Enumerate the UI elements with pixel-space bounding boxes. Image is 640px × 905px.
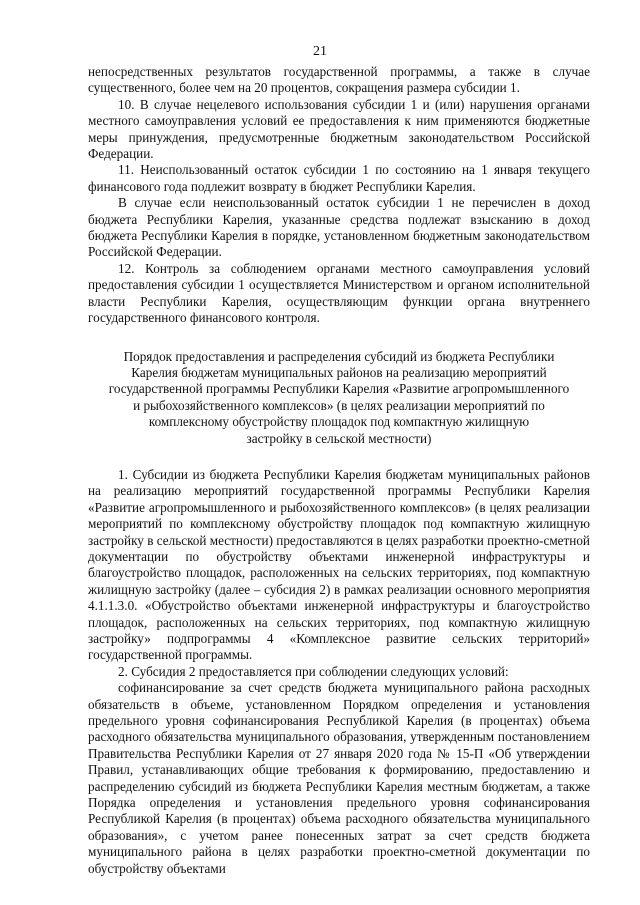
page-number: 21 <box>313 44 327 59</box>
paragraph-item-10: 10. В случае нецелевого использования субсидии 1 и (или) нарушения органами местного самоуправления условий ее предоставления к ним применяются бюджетные меры принуждения, предусмотренные бюджетным законодательством Российской Федерации. <box>88 96 590 162</box>
section-heading-line: государственной программы Республики Карелия «Развитие агропромышленного <box>108 381 570 397</box>
section-heading <box>88 349 590 447</box>
paragraph-item-2: 2. Субсидия 2 предоставляется при соблюдении следующих условий: <box>118 663 509 679</box>
section-heading-line: Порядок предоставления и распределения субсидий из бюджета Республики <box>123 348 555 364</box>
section-heading-line: и рыбохозяйственного комплексов» (в целях реализации мероприятий по <box>133 397 545 413</box>
paragraph-item-12: 12. Контроль за соблюдением органами местного самоуправления условий предоставления субсидии 1 осуществляется Министерством и органом исполнительной власти Республики Карелия, осуществляющим функции органа внутреннего государственного финансового контроля. <box>88 260 590 326</box>
section-heading-line: Карелия бюджетам муниципальных районов на реализацию мероприятий <box>131 364 547 380</box>
section-heading-line: застройку в сельской местности) <box>246 430 432 446</box>
section-heading-line: комплексному обустройству площадок под компактную жилищную <box>148 414 530 430</box>
paragraph-item-11: 11. Неиспользованный остаток субсидии 1 по состоянию на 1 января текущего финансового года подлежит возврату в бюджет Республики Карелия. <box>88 162 590 194</box>
paragraph-item-1: 1. Субсидии из бюджета Республики Карелия бюджетам муниципальных районов на реализацию мероприятий государственной программы Республики Карелия «Развитие агропромышленного и рыбохозяйственного комплексов» (в целях реализации мероприятий по комплексному обустройству площадок под компактную жилищную застройку в сельской местности) предоставляются в целях разработки проектно-сметной документации по обустройству объектами инженерной инфраструктуры и благоустройство площадок, расположенных на сельских территориях, под компактную жилищную застройку (далее – субсидия 2) в рамках реализации основного мероприятия 4.1.1.3.0. «Обустройство объектами инженерной инфраструктуры и благоустройство площадок, расположенных на сельских территориях, под компактную жилищную застройку» подпрограммы 4 «Комплексное развитие сельских территорий» государственной программы. <box>88 466 590 663</box>
paragraph-unreturned-balance: В случае если неиспользованный остаток субсидии 1 не перечислен в доход бюджета Республики Карелия, указанные средства подлежат взысканию в доход бюджета Республики Карелия в порядке, установленном бюджетным законодательством Российской Федерации. <box>88 195 590 260</box>
document-body <box>88 64 590 877</box>
paragraph-cofinancing: софинансирование за счет средств бюджета муниципального района расходных обязательств в объеме, установленном Порядком определения и установления предельного уровня софинансирования Республикой Карелия (в процентах) объема расходного обязательства муниципального образования, утвержденным постановлением Правительства Республики Карелия от 27 января 2020 года № 15-П «Об утверждении Правил, устанавливающих общие требования к формированию, предоставлению и распределению субсидий из бюджета Республики Карелия местным бюджетам, а также Порядка определения и установления предельного уровня софинансирования Республикой Карелия (в процентах) объема расходного обязательства муниципального образования», с учетом ранее понесенных затрат за счет средств бюджета муниципального района в целях разработки проектно-сметной документации по обустройству объектами <box>88 680 590 876</box>
paragraph-continuation: непосредственных результатов государственной программы, а также в случае существенного, более чем на 20 процентов, сокращения размера субсидии 1. <box>88 64 590 96</box>
